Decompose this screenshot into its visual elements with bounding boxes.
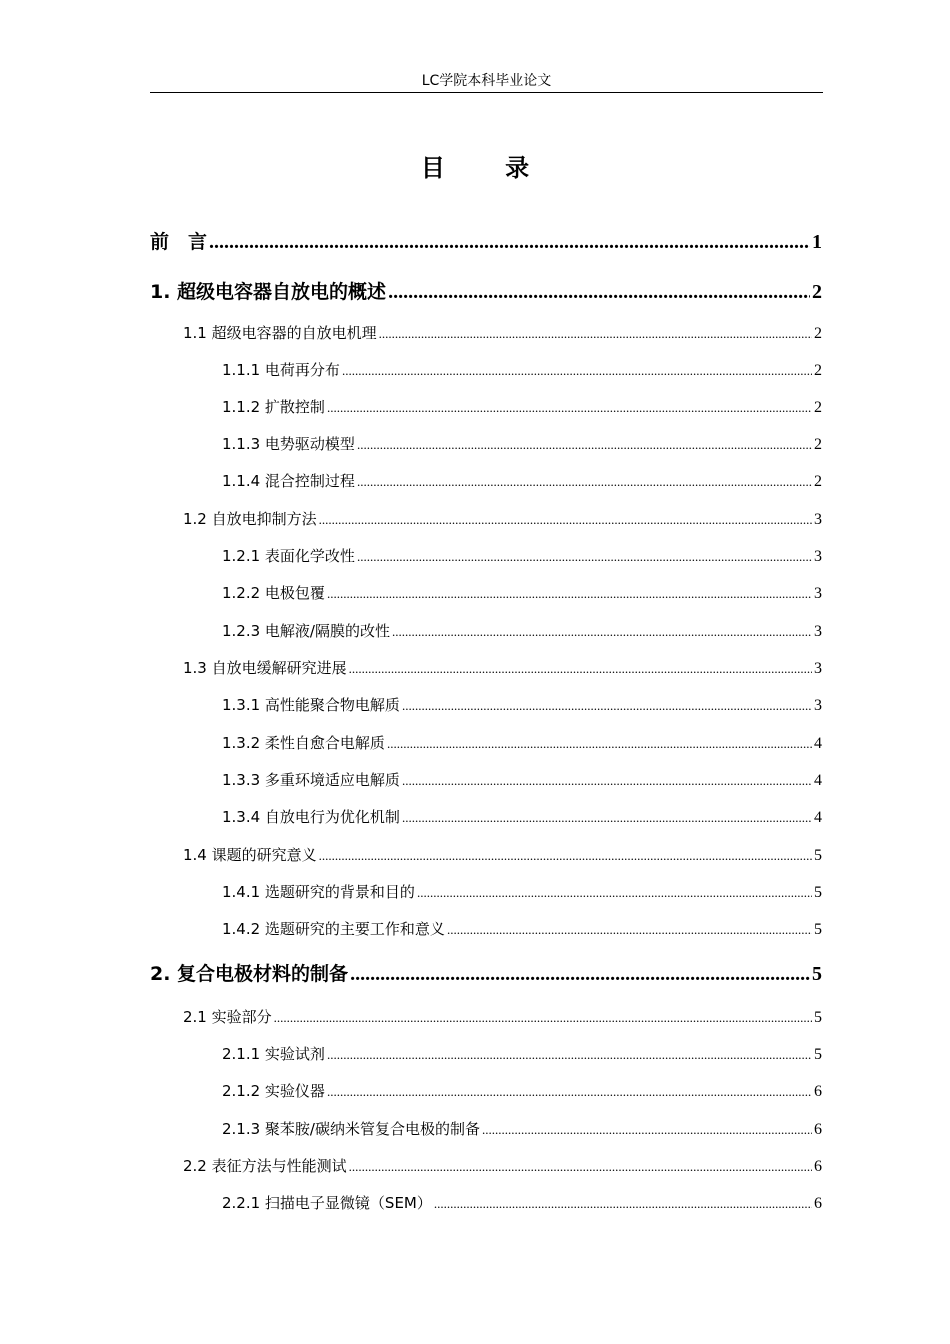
toc-entry[interactable] — [150, 277, 822, 304]
toc-entry[interactable] — [222, 396, 822, 417]
toc-entry-page: 4 — [814, 772, 822, 789]
toc-entry-page: 5 — [814, 921, 822, 938]
toc-entry-page: 2 — [812, 281, 822, 303]
toc-entry[interactable] — [183, 322, 822, 343]
dot-leader — [319, 848, 812, 864]
toc-entry-page: 6 — [814, 1195, 822, 1212]
dot-leader — [327, 1084, 812, 1100]
toc-entry[interactable] — [183, 508, 822, 529]
toc-entry-page: 3 — [814, 585, 822, 602]
toc-entry[interactable] — [222, 769, 822, 790]
toc-entry-page: 3 — [814, 511, 822, 528]
toc-entry[interactable] — [222, 732, 822, 753]
toc-entry-label: 2. 复合电极材料的制备 — [150, 963, 349, 985]
toc-entry[interactable] — [183, 1006, 822, 1027]
toc-entry[interactable] — [222, 918, 822, 939]
toc-entry[interactable] — [222, 1118, 822, 1139]
toc-entry[interactable] — [150, 959, 822, 986]
toc-entry-page: 2 — [814, 362, 822, 379]
dot-leader — [402, 698, 812, 714]
toc-entry-page: 3 — [814, 660, 822, 677]
toc-entry-page: 4 — [814, 735, 822, 752]
dot-leader — [402, 773, 812, 789]
toc-entry-page: 3 — [814, 623, 822, 640]
dot-leader — [357, 437, 812, 453]
toc-entry-label: 1.1.2 扩散控制 — [222, 398, 325, 416]
toc-entry-label: 2.2 表征方法与性能测试 — [183, 1157, 347, 1175]
dot-leader — [417, 885, 812, 901]
toc-entry-label: 1.1.3 电势驱动模型 — [222, 435, 355, 453]
toc-entry-label: 1.3.4 自放电行为优化机制 — [222, 808, 400, 826]
toc-entry-page: 5 — [814, 847, 822, 864]
toc-entry-page: 5 — [812, 963, 822, 985]
dot-leader — [388, 281, 810, 304]
dot-leader — [327, 586, 812, 602]
toc-entry[interactable] — [222, 806, 822, 827]
dot-leader — [209, 231, 810, 254]
dot-leader — [357, 474, 812, 490]
toc-entry-page: 6 — [814, 1083, 822, 1100]
dot-leader — [357, 549, 812, 565]
toc-entry-label: 1.4.2 选题研究的主要工作和意义 — [222, 920, 445, 938]
toc-entry-page: 5 — [814, 884, 822, 901]
header-rule — [150, 92, 823, 93]
toc-entry[interactable] — [150, 227, 822, 254]
dot-leader — [387, 736, 812, 752]
dot-leader — [349, 661, 812, 677]
dot-leader — [379, 326, 812, 342]
toc-entry-label: 1.3.2 柔性自愈合电解质 — [222, 734, 385, 752]
toc-entry[interactable] — [222, 1080, 822, 1101]
toc-entry-page: 5 — [814, 1046, 822, 1063]
toc-entry[interactable] — [222, 582, 822, 603]
toc-entry-page: 6 — [814, 1158, 822, 1175]
toc-entry-label: 1.2.2 电极包覆 — [222, 584, 325, 602]
toc-entry[interactable] — [183, 1155, 822, 1176]
toc-entry[interactable] — [222, 881, 822, 902]
toc-entry-label: 2.1.1 实验试剂 — [222, 1045, 325, 1063]
toc-entry-label: 2.1.2 实验仪器 — [222, 1082, 325, 1100]
toc-entry[interactable] — [222, 470, 822, 491]
toc-entry-label: 2.1 实验部分 — [183, 1008, 272, 1026]
toc-entry-label: 2.2.1 扫描电子显微镜（SEM） — [222, 1194, 432, 1212]
toc-entry-page: 3 — [814, 697, 822, 714]
toc-entry-label: 2.1.3 聚苯胺/碳纳米管复合电极的制备 — [222, 1120, 480, 1138]
toc-entry[interactable] — [183, 657, 822, 678]
dot-leader — [327, 400, 812, 416]
toc-entry[interactable] — [222, 1192, 822, 1213]
toc-entry-label: 1.4 课题的研究意义 — [183, 846, 317, 864]
dot-leader — [392, 624, 812, 640]
toc-entry-page: 1 — [812, 231, 822, 253]
toc-entry-page: 2 — [814, 399, 822, 416]
toc-entry-page: 2 — [814, 436, 822, 453]
dot-leader — [402, 810, 812, 826]
toc-entry-label: 前 言 — [150, 231, 208, 253]
toc-entry[interactable] — [222, 359, 822, 380]
toc-entry-label: 1.1 超级电容器的自放电机理 — [183, 324, 377, 342]
toc-entry-label: 1.3.3 多重环境适应电解质 — [222, 771, 400, 789]
toc-entry[interactable] — [222, 433, 822, 454]
toc-entry-page: 4 — [814, 809, 822, 826]
toc-entry-page: 3 — [814, 548, 822, 565]
dot-leader — [447, 922, 812, 938]
dot-leader — [482, 1122, 812, 1138]
page-header: LC学院本科毕业论文 — [421, 73, 552, 89]
dot-leader — [349, 1159, 812, 1175]
toc-entry-label: 1.2 自放电抑制方法 — [183, 510, 317, 528]
toc-entry-label: 1.2.3 电解液/隔膜的改性 — [222, 622, 390, 640]
dot-leader — [319, 512, 812, 528]
toc-entry-page: 2 — [814, 325, 822, 342]
toc-entry-page: 6 — [814, 1121, 822, 1138]
dot-leader — [274, 1010, 812, 1026]
dot-leader — [434, 1196, 812, 1212]
toc-entry[interactable] — [222, 1043, 822, 1064]
toc-entry-label: 1.3.1 高性能聚合物电解质 — [222, 696, 400, 714]
toc-entry-label: 1. 超级电容器自放电的概述 — [150, 281, 387, 303]
toc-title: 目 录 — [420, 154, 556, 182]
toc-entry[interactable] — [183, 844, 822, 865]
toc-entry[interactable] — [222, 694, 822, 715]
dot-leader — [350, 963, 810, 986]
dot-leader — [327, 1047, 812, 1063]
toc-entry-label: 1.2.1 表面化学改性 — [222, 547, 355, 565]
toc-entry-page: 2 — [814, 473, 822, 490]
toc-entry-label: 1.3 自放电缓解研究进展 — [183, 659, 347, 677]
dot-leader — [342, 363, 812, 379]
toc-entry[interactable] — [222, 620, 822, 641]
toc-entry-label: 1.1.1 电荷再分布 — [222, 361, 340, 379]
toc-entry-label: 1.4.1 选题研究的背景和目的 — [222, 883, 415, 901]
toc-entry-label: 1.1.4 混合控制过程 — [222, 472, 355, 490]
toc-entry-page: 5 — [814, 1009, 822, 1026]
toc-entry[interactable] — [222, 545, 822, 566]
